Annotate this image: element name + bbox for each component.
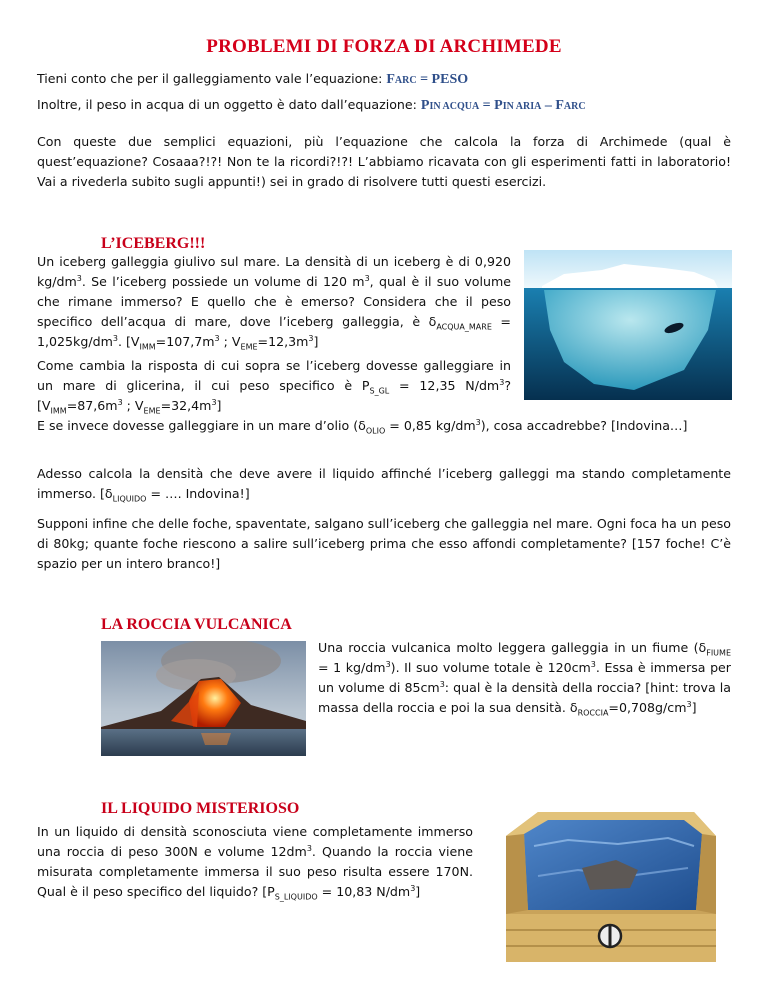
equation-line-floating xyxy=(37,70,468,90)
liquido-paragraph: In un liquido di densità sconosciuta viene completamente immerso una roccia di peso 300N e volume $12dm^3$. Quando la roccia viene misurata completamente immersa il suo peso risulta essere 170N. Qual è il peso specifico del liquido? [$P_{S\_LIQUIDO} = 10,83$ $N/dm^3$] xyxy=(37,824,473,902)
iceberg-image xyxy=(524,250,732,400)
equation-floating: FARC = PESO xyxy=(386,72,469,87)
equation-intro-text: Tieni conto che per il galleggiamento vale l’equazione: xyxy=(37,71,387,86)
heading-liquido-misterioso: IL LIQUIDO MISTERIOSO xyxy=(101,800,300,817)
iceberg-paragraph-1: Un iceberg galleggia giulivo sul mare. La densità di un iceberg è di 0,920 $kg/dm^3$. Se l’iceberg possiede un volume di 120 $m^3$, qual è il suo volume che rimane immerso? E quello che è emerso? Considera che il peso specifico dell’acqua di mare, dove l’iceberg galleggia, è $\delta_{ACQUA\_MARE} = 1,025kg/dm^3$. [$V_{IMM}=107,7m^3$ ; $V_{EME}=12,3m^3$] xyxy=(37,254,511,352)
iceberg-paragraph-4: Adesso calcola la densità che deve avere il liquido affinché l’iceberg galleggi ma stando completamente immerso. [$\delta_{LIQUIDO}$ = …. Indovina!] xyxy=(37,466,731,504)
equation-line-weight xyxy=(37,96,586,116)
heading-iceberg: L’ICEBERG!!! xyxy=(101,235,206,252)
equation-weight: PIN ACQUA = PIN ARIA – FARC xyxy=(420,98,586,113)
page-title: PROBLEMI DI FORZA DI ARCHIMEDE xyxy=(206,36,562,57)
iceberg-paragraph-5: Supponi infine che delle foche, spaventate, salgano sull’iceberg che galleggia nel mare. Ogni foca ha un peso di 80kg; quante foche riescono a salire sull’iceberg prima che esso affondi completamente? [157 foche! C’è spazio per un intero branco!] xyxy=(37,516,731,571)
volcano-image xyxy=(101,641,306,756)
roccia-paragraph: Una roccia vulcanica molto leggera galleggia in un fiume ($\delta_{FIUME} = 1$ $kg/dm^3$). Il suo volume totale è $120cm^3$. Essa è immersa per un volume di $85cm^3$: qual è la densità della roccia? [hint: trova la massa della roccia e poi la sua densità. $\delta_{ROCCIA}=0,708g/cm^3$] xyxy=(318,640,731,718)
equation-intro-text: Inoltre, il peso in acqua di un oggetto è dato dall’equazione: xyxy=(37,97,421,112)
liquid-tank-image xyxy=(498,806,722,968)
iceberg-paragraph-2: Come cambia la risposta di cui sopra se l’iceberg dovesse galleggiare in un mare di glicerina, il cui peso specifico è $P_{S\_GL} = 12,35$ $N/dm^3$? [$V_{IMM}=87,6m^3$ ; $V_{EME}=32,4m^3$] xyxy=(37,358,511,416)
intro-paragraph: Con queste due semplici equazioni, più l’equazione che calcola la forza di Archimede (qual è quest’equazione? Cosaaa?!?! Non te la ricordi?!?! L’abbiamo ricavata con gli esperimenti fatti in laboratorio! Vai a rivederla subito sugli appunti!) sei in grado di risolvere tutti questi esercizi. xyxy=(37,134,731,189)
heading-roccia-vulcanica: LA ROCCIA VULCANICA xyxy=(101,616,292,633)
iceberg-paragraph-3: E se invece dovesse galleggiare in un mare d’olio ($\delta_{OLIO} = 0,85$ $kg/dm^3$), cosa accadrebbe? [Indovina…] xyxy=(37,417,688,436)
